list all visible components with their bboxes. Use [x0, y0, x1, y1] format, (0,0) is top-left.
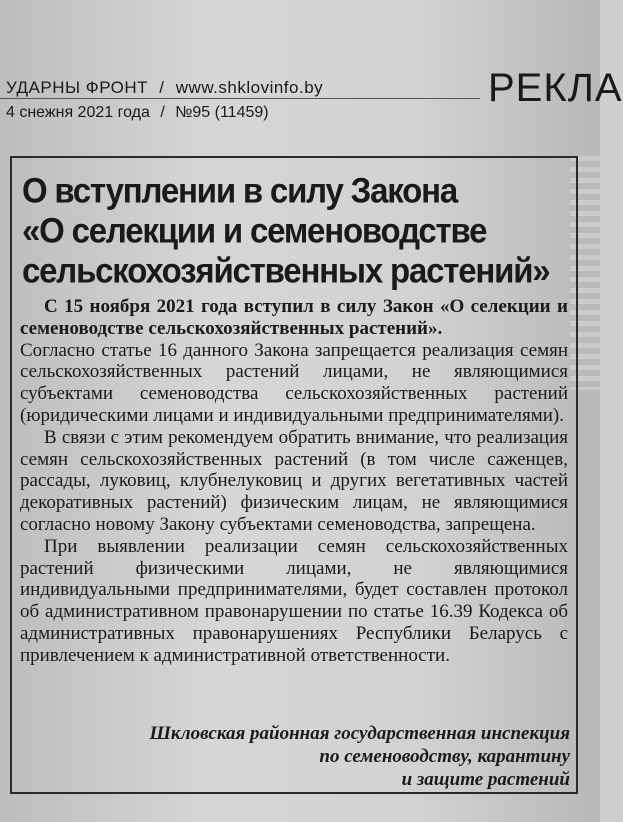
- article-paragraph-2: В связи с этим рекомендуем обратить внимание, что реализация семян сельскохозяйственных растений (в том числе саженцев, рассады, луковиц, клубнелуковиц и других вегетативных частей декоративных растений) физическим лицам, не являющимися согласно новому Закону субъектами семеноводства, запрещена.: [20, 426, 568, 535]
- headline-line-3: сельскохозяйственных растений»: [22, 249, 550, 290]
- issue-number: №95 (11459): [175, 104, 269, 121]
- separator: /: [160, 104, 165, 121]
- article-paragraph-1: Согласно статье 16 данного Закона запрещается реализация семян сельскохозяйственных растений лицами, не являющимися субъектами семеноводства сельскохозяйственных растений (юридическими лицами и индивидуальными предпринимателями).: [20, 339, 568, 426]
- issue-date: 4 снежня 2021 года: [6, 104, 150, 121]
- separator: /: [159, 78, 165, 97]
- section-title: РЕКЛА: [488, 66, 623, 110]
- article-body: [20, 296, 568, 667]
- paper-name: УДАРНЫ ФРОНТ: [6, 78, 149, 97]
- signature-line-3: и защите растений: [401, 769, 570, 790]
- signature-line-1: Шкловская районная государственная инспекция: [149, 723, 570, 744]
- signature-line-2: по семеноводству, карантину: [319, 746, 570, 767]
- headline-line-1: О вступлении в силу Закона: [22, 170, 457, 210]
- article-headline: [22, 170, 562, 290]
- article-paragraph-3: При выявлении реализации семян сельскохозяйственных растений физическими лицами, не являющимися индивидуальными предпринимателями, будет составлен протокол об административном правонарушении по статье 16.39 Кодекса об административных правонарушениях Республики Беларусь с привлечением к административной ответственности.: [20, 535, 568, 666]
- masthead: [6, 78, 323, 98]
- issue-info: [6, 104, 269, 122]
- article-signature: [150, 722, 570, 791]
- article-lead: С 15 ноября 2021 года вступил в силу Закон «О селекции и семеноводстве сельскохозяйственных растений».: [20, 296, 568, 339]
- header-rule: [0, 98, 480, 99]
- headline-line-2: «О селекции и семеноводстве: [22, 209, 487, 250]
- website: www.shklovinfo.by: [175, 78, 324, 97]
